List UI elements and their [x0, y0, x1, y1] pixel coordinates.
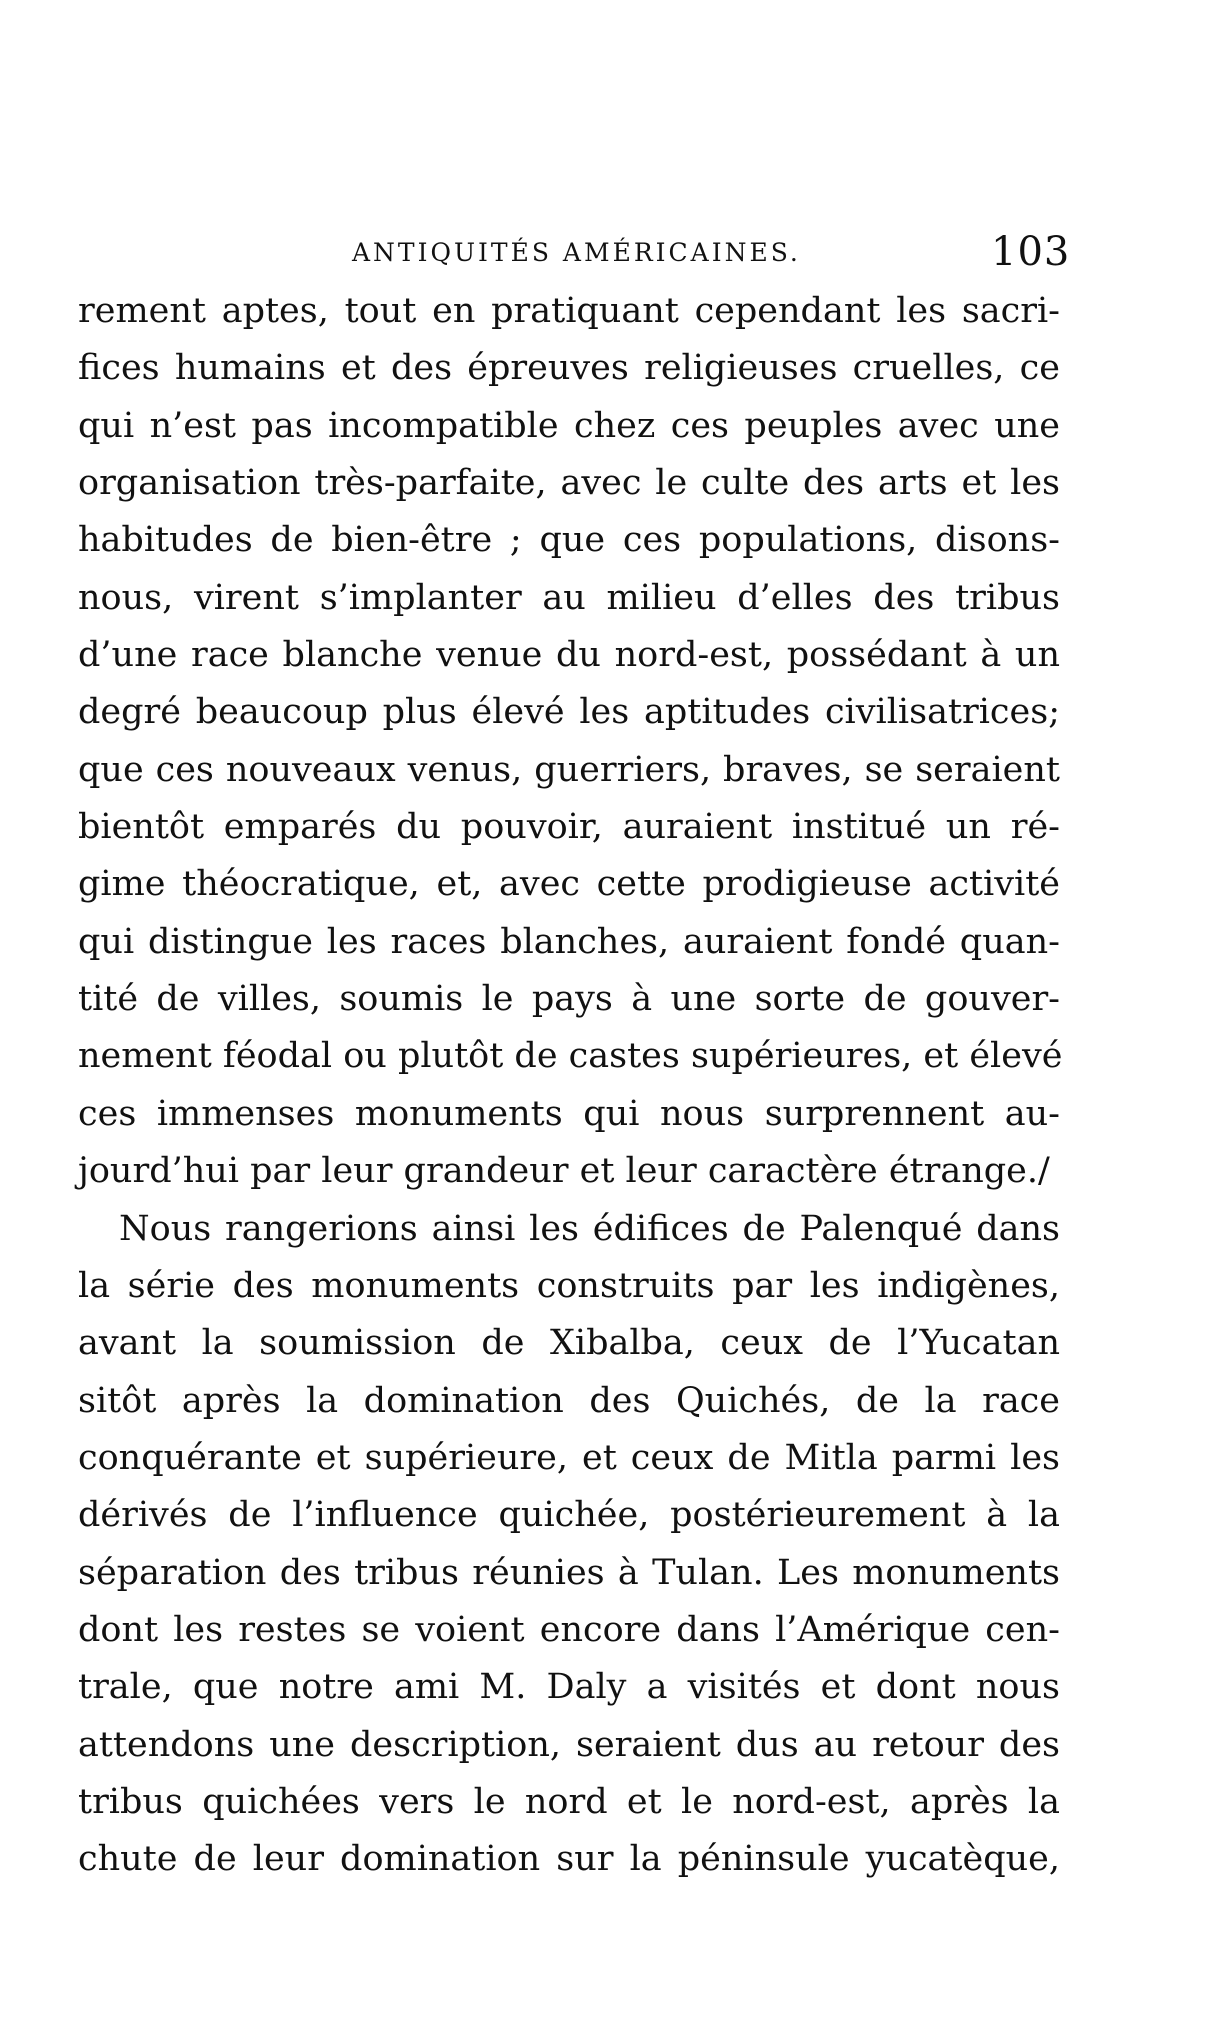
text-line: degré beaucoup plus élevé les aptitudes civilisatrices; [78, 692, 1060, 733]
text-line: conquérante et supérieure, et ceux de Mitla parmi les [78, 1437, 1060, 1478]
text-line: tité de villes, soumis le pays à une sorte de gouver- [78, 979, 1060, 1020]
text-line: attendons une description, seraient dus au retour des [78, 1724, 1060, 1765]
text-line: rement aptes, tout en pratiquant cependant les sacri- [78, 291, 1060, 331]
text-line: fices humains et des épreuves religieuses cruelles, ce [78, 348, 1060, 389]
page-number: 103 [991, 229, 1071, 275]
text-line: tribus quichées vers le nord et le nord-est, après la [78, 1781, 1060, 1822]
text-line: dont les restes se voient encore dans l’Amérique cen- [78, 1609, 1060, 1650]
text-line: qui n’est pas incompatible chez ces peuples avec une [78, 405, 1060, 446]
text-line: qui distingue les races blanches, auraient fondé quan- [78, 921, 1060, 962]
text-line: ces immenses monuments qui nous surprennent au- [78, 1093, 1060, 1134]
text-line: habitudes de bien-être ; que ces populations, disons- [78, 520, 1060, 561]
text-line: que ces nouveaux venus, guerriers, braves, se seraient [78, 749, 1060, 790]
text-line: sitôt après la domination des Quichés, de la race [78, 1380, 1060, 1421]
text-line: nous, virent s’implanter au milieu d’elles des tribus [78, 577, 1060, 618]
text-line: gime théocratique, et, avec cette prodigieuse activité [78, 864, 1060, 905]
text-line: chute de leur domination sur la péninsule yucatèque, [78, 1839, 1060, 1880]
text-line: d’une race blanche venue du nord-est, possédant à un [78, 635, 1060, 676]
text-line: dérivés de l’influence quichée, postérieurement à la [78, 1495, 1060, 1536]
text-line: jourd’hui par leur grandeur et leur caractère étrange./ [78, 1151, 1050, 1192]
text-line: trale, que notre ami M. Daly a visités et dont nous [78, 1667, 1060, 1708]
text-line: avant la soumission de Xibalba, ceux de l’Yucatan [78, 1323, 1060, 1364]
text-line: organisation très-parfaite, avec le culte des arts et les [78, 463, 1060, 504]
text-line: séparation des tribus réunies à Tulan. Les monuments [78, 1552, 1060, 1593]
text-line: la série des monuments construits par les indigènes, [78, 1265, 1060, 1306]
body-text [78, 283, 1063, 1889]
text-line: nement féodal ou plutôt de castes supérieures, et élevé [78, 1036, 1063, 1077]
text-line: Nous rangerions ainsi les édifices de Palenqué dans [119, 1208, 1060, 1249]
running-title: ANTIQUITÉS AMÉRICAINES. [352, 238, 801, 267]
text-line: bientôt emparés du pouvoir, auraient institué un ré- [78, 807, 1060, 848]
